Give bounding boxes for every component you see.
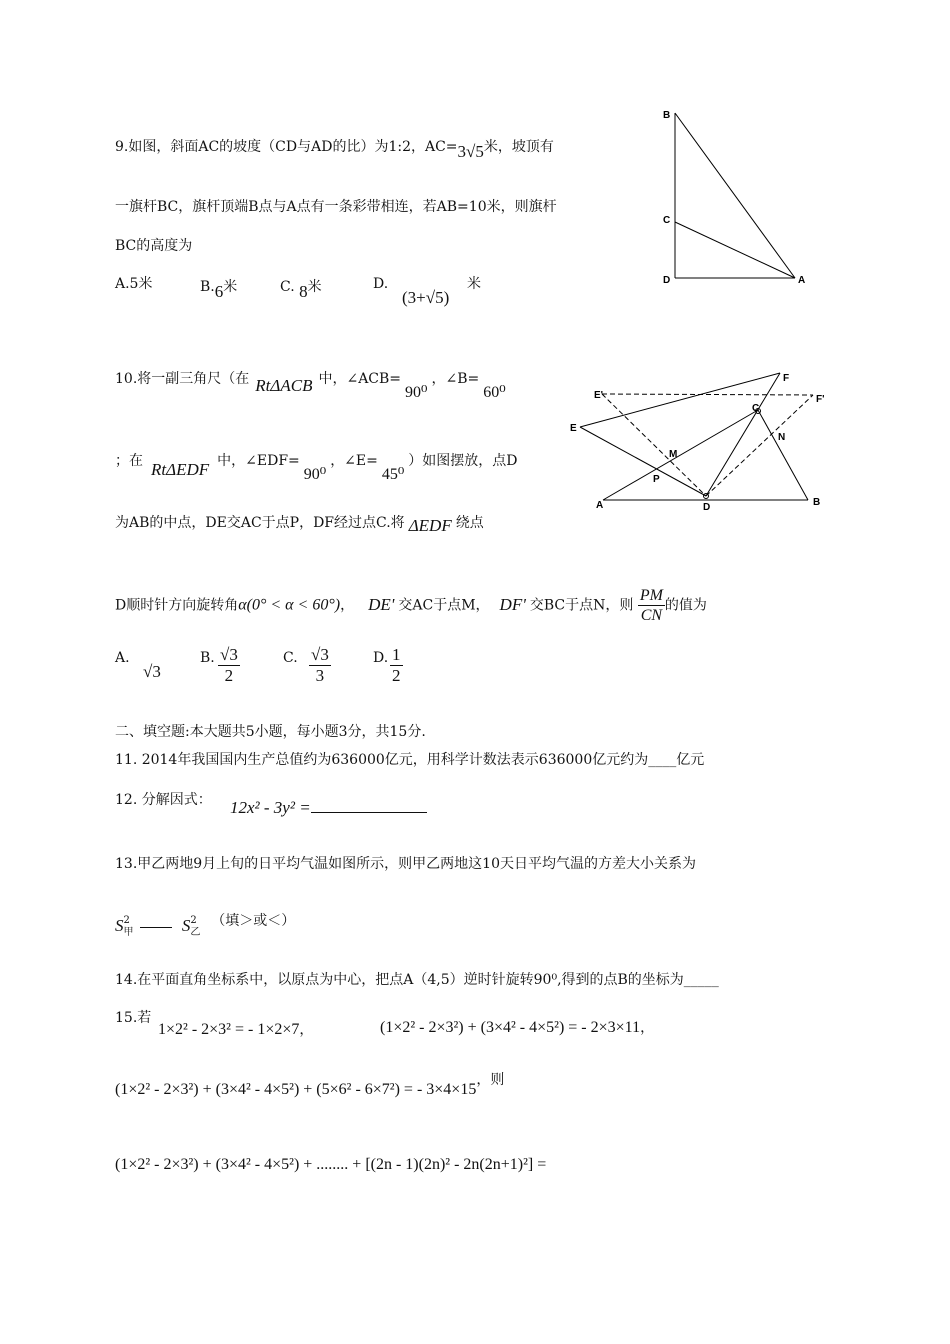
- q10-label-a: A: [596, 500, 604, 511]
- q9-option-a: A.5米: [115, 276, 153, 292]
- q10-line1: 10.将一副三角尺（在 RtΔACB 中，∠ACB=90⁰，∠B=60⁰: [115, 371, 506, 401]
- q15-eq4: (1×2² - 2×3²) + (3×4² - 4×5²) + ........ + [(2n - 1)(2n)² - 2n(2n+1)²] =: [115, 1156, 547, 1173]
- q9-option-d-value: (3+√5): [402, 288, 450, 307]
- section2-heading: 二、填空题:本大题共5小题，每小题3分，共15分.: [115, 724, 426, 740]
- q11: 11. 2014年我国国内生产总值约为636000亿元，用科学计数法表示636000亿元约为____亿元: [115, 752, 705, 768]
- q15-eq1: 1×2² - 2×3² = - 1×2×7，: [158, 1021, 314, 1038]
- q13-line1: 13.甲乙两地9月上旬的日平均气温如图所示，则甲乙两地这10天日平均气温的方差大小关系为: [115, 856, 696, 872]
- q9-line-ba: [675, 113, 795, 278]
- q9-option-b: B.6米: [200, 279, 238, 301]
- q9-line-ca: [675, 222, 795, 278]
- q13-answer-blank[interactable]: [140, 926, 172, 928]
- q10-label-e1: E': [594, 390, 604, 401]
- q10-line2: ；在 RtΔEDF 中，∠EDF=90⁰，∠E=45⁰）如图摆放，点D: [115, 453, 518, 483]
- q9-label-b: B: [663, 110, 671, 121]
- q10-label-f1: F': [816, 394, 825, 405]
- q10-label-d: D: [703, 502, 711, 513]
- q13-line2: $S_甲^2$ $S_乙^2$ （填＞或＜）: [115, 913, 296, 938]
- q10-option-c-label: C.: [283, 650, 298, 666]
- q10-label-c: C: [752, 403, 760, 414]
- q10-label-f: F: [783, 373, 790, 384]
- q9-option-c: C. 8米: [280, 279, 322, 301]
- q10-figure: [565, 365, 835, 515]
- q15-label: 15.若: [115, 1010, 152, 1026]
- q9-ac-value: 3√5: [457, 142, 484, 161]
- q10-label-p: P: [653, 474, 660, 485]
- q14: 14.在平面直角坐标系中，以原点为中心，把点A（4,5）逆时针旋转90⁰,得到的点B的坐标为_____: [115, 972, 719, 988]
- q9-line3: BC的高度为: [115, 238, 193, 254]
- q10-line-ac: [603, 410, 758, 500]
- q10-option-d: $\frac{1}{2}$: [392, 645, 401, 686]
- q10-line-df: [706, 373, 780, 496]
- q10-option-c: $\frac{√3}{3}$: [311, 645, 329, 686]
- q9-line1: 9.如图，斜面AC的坡度（CD与AD的比）为1:2，AC=3√5米，坡顶有: [115, 139, 554, 161]
- q10-line3: 为AB的中点，DE交AC于点P，DF经过点C.将 ΔEDF 绕点: [115, 515, 484, 535]
- q9-option-d: D.: [373, 276, 389, 292]
- q10-option-b: $\frac{√3}{2}$: [220, 645, 238, 686]
- q10-line4: D顺时针方向旋转角α(0° < α < 60°)， DE' 交AC于点M， DF' 交BC于点N，则 $\frac{PM}{CN}$ 的值为: [115, 587, 707, 625]
- q12-expression: 12x² - 3y² =: [230, 798, 427, 818]
- q10-label-b: B: [813, 497, 821, 508]
- q9-option-d-unit: 米: [467, 276, 481, 292]
- q12-answer-blank[interactable]: [311, 798, 427, 813]
- q10-option-a-label: A.: [115, 650, 130, 666]
- q9-line2: 一旗杆BC，旗杆顶端B点与A点有一条彩带相连，若AB=10米，则旗杆: [115, 199, 557, 215]
- q9-figure: [655, 105, 815, 295]
- q9-label-d: D: [663, 275, 671, 286]
- q9-label-a: A: [798, 275, 806, 286]
- q10-option-b-label: B.: [200, 650, 215, 666]
- q15-eq2: (1×2² - 2×3²) + (3×4² - 4×5²) = - 2×3×11，: [380, 1019, 655, 1036]
- q10-option-d-label: D.: [373, 650, 389, 666]
- q12-label: 12. 分解因式：: [115, 792, 212, 808]
- q10-label-n: N: [778, 432, 786, 443]
- q10-option-a-value: √3: [143, 662, 161, 681]
- q10-label-e: E: [570, 423, 577, 434]
- q10-line-ef: [580, 373, 780, 427]
- q10-line-e1f1: [602, 394, 813, 395]
- q15-eq3: (1×2² - 2×3²) + (3×4² - 4×5²) + (5×6² - 6×7²) = - 3×4×15，则: [115, 1073, 505, 1098]
- q10-line-ed: [580, 427, 706, 496]
- q10-label-m: M: [669, 449, 678, 460]
- q10-fraction: $\frac{PM}{CN}$: [639, 587, 663, 625]
- q9-label-c: C: [663, 215, 671, 226]
